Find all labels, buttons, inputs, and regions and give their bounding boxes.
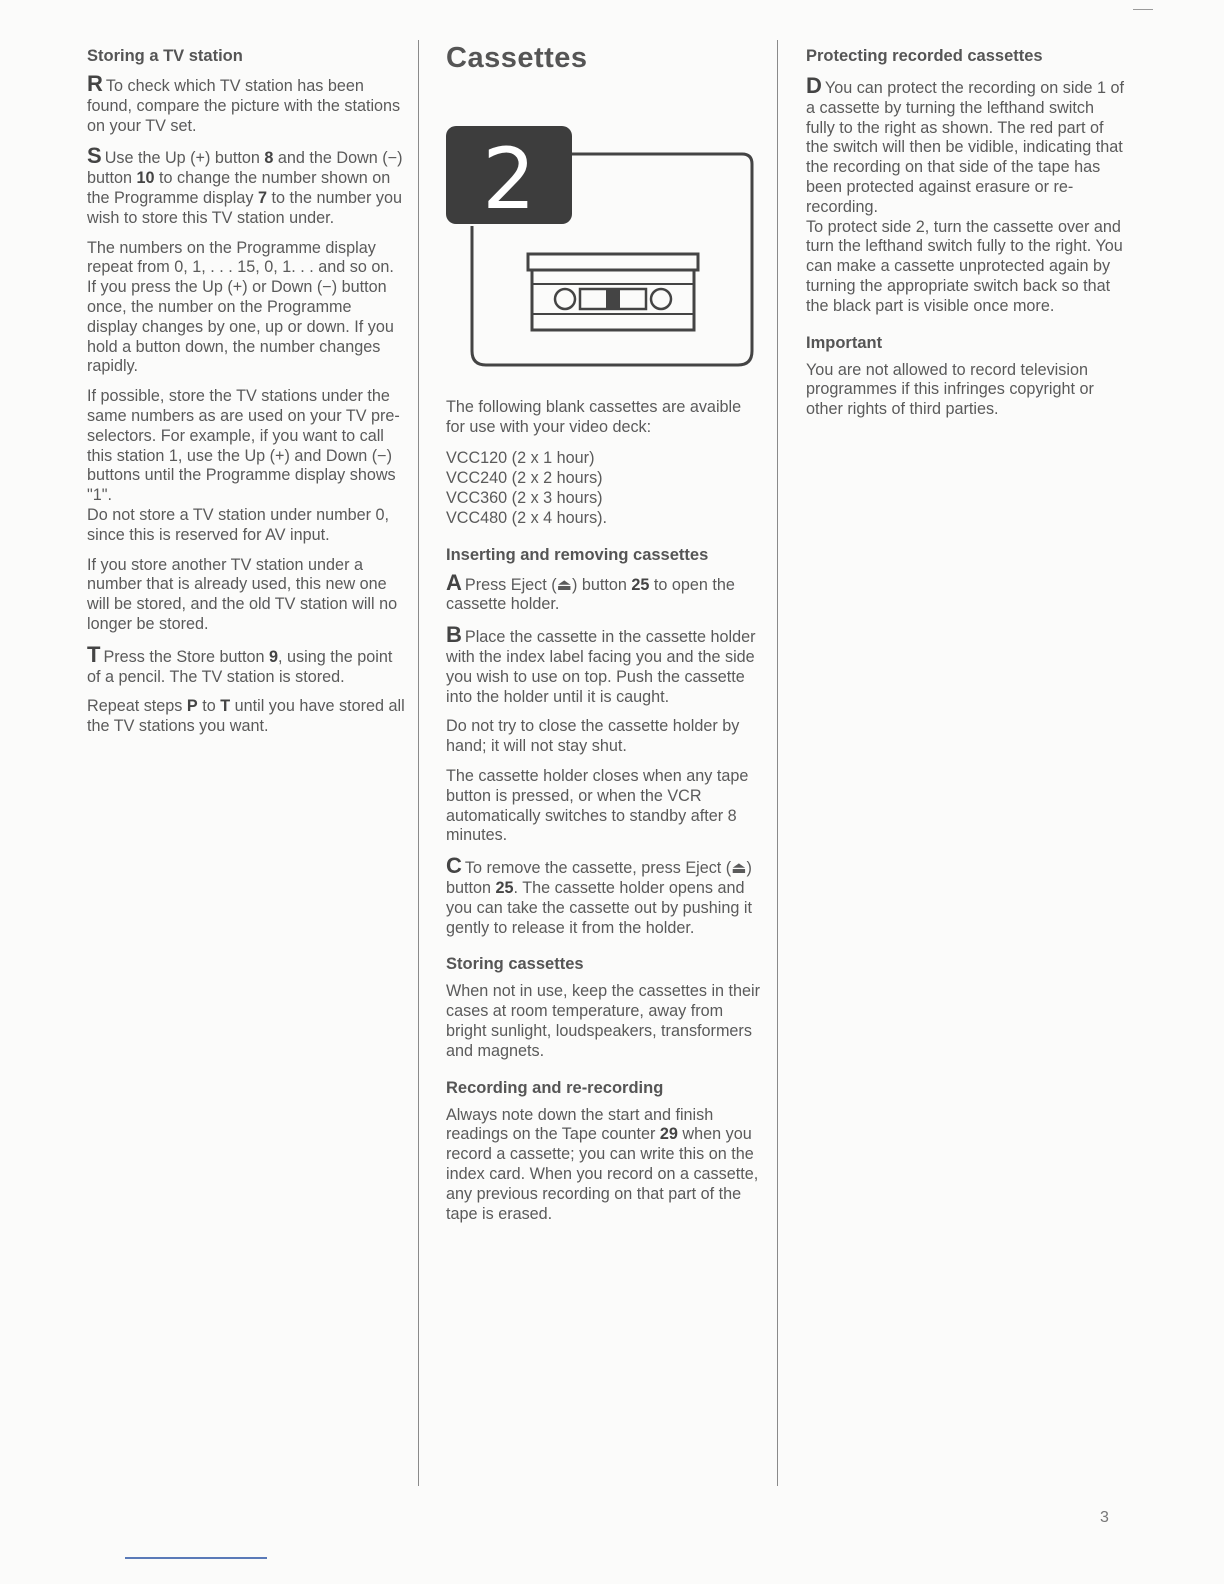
text: until you have stored all the TV stations you want. <box>87 697 405 736</box>
cassette-list <box>446 449 764 528</box>
step-text: to open the cassette holder. <box>446 575 735 614</box>
paragraph-another-station: If you store another TV station under a number that is already used, this new one will be stored, and the old TV station will no longer be stored. <box>87 555 398 633</box>
paragraph-possible: If possible, store the TV stations under the same numbers as are used on your TV pre-selectors. For example, if you want to call this station 1, use the Up (+) and Down (−) buttons until the Programme display shows "1". <box>87 387 400 505</box>
paragraph-number-zero: Do not store a TV station under number 0, since this is reserved for AV input. <box>87 505 390 544</box>
paragraph-do-not-close: Do not try to close the cassette holder by hand; it will not stay shut. <box>446 717 740 756</box>
paragraph-cassettes-intro: The following blank cassettes are avaible for use with your video deck: <box>446 397 742 436</box>
step-text: , using the point of a pencil. The TV station is stored. <box>87 647 393 686</box>
page-number: 3 <box>1100 1509 1109 1526</box>
eject-icon: ⏏ <box>731 859 747 878</box>
step-t <box>87 641 405 688</box>
step-text: To remove the cassette, press Eject ( <box>464 859 732 878</box>
paragraph-recording <box>446 1106 764 1225</box>
text: Always note down the start and finish readings on the Tape counter <box>446 1105 714 1144</box>
display-ref: 7 <box>257 188 267 207</box>
step-ref: T <box>220 697 231 716</box>
paragraph-protect-side-2: To protect side 2, turn the cassette over and turn the lefthand switch fully to the right. You can make a cassette unprotected again by turning the appropriate switch back so that the black part is visible once more. <box>806 217 1123 315</box>
column-left <box>87 40 405 747</box>
step-text: to the number you wish to store this TV station under. <box>87 188 402 227</box>
cassette-list-item: VCC120 (2 x 1 hour) <box>446 449 595 468</box>
top-edge-mark <box>1133 9 1153 10</box>
button-ref: 25 <box>495 878 514 897</box>
step-b <box>446 622 764 707</box>
section-heading-inserting: Inserting and removing cassettes <box>446 545 709 564</box>
cassette-list-item: VCC240 (2 x 2 hours) <box>446 469 603 488</box>
column-divider-1 <box>418 40 419 1486</box>
section-heading-important: Important <box>806 333 883 352</box>
cassette-list-item: VCC480 (2 x 4 hours). <box>446 508 608 527</box>
page-title: Cassettes <box>446 42 588 74</box>
step-r <box>87 71 405 136</box>
cassette-list-item: VCC360 (2 x 3 hours) <box>446 488 603 507</box>
paragraph-important: You are not allowed to record television programmes if this infringes copyright or other rights of third parties. <box>806 360 1094 419</box>
step-text: to change the number shown on the Programme display <box>87 169 391 207</box>
column-divider-2 <box>777 40 778 1486</box>
column-right <box>806 40 1124 430</box>
counter-ref: 29 <box>659 1125 678 1144</box>
step-a <box>446 569 764 616</box>
column-middle <box>446 40 764 1234</box>
cassette-icon <box>528 254 698 330</box>
step-d <box>806 73 1124 218</box>
paragraph-numbers: The numbers on the Programme display repeat from 0, 1, . . . 15, 0, 1. . . and so on. If you press the Up (+) or Down (−) button once, the number on the Programme display changes by one, up or down. If you hold a button down, the number changes rapidly. <box>87 238 394 376</box>
paragraph-storing: When not in use, keep the cassettes in their cases at room temperature, away from bright sunlight, loudspeakers, transformers and magnets. <box>446 982 761 1060</box>
step-text: ) button <box>571 575 632 594</box>
step-s <box>87 143 405 228</box>
button-ref: 9 <box>269 647 279 666</box>
step-text: Place the cassette in the cassette holder with the index label facing you and the side you wish to use on top. Push the cassette into the holder until it is caught. <box>446 628 756 706</box>
step-letter: S <box>87 143 102 169</box>
step-c <box>446 853 764 938</box>
step-text: Press the Store button <box>103 647 270 666</box>
step-text: and the Down (−) button <box>87 149 403 188</box>
step-letter: R <box>87 71 103 96</box>
step-ref: P <box>186 697 198 716</box>
step-text: . The cassette holder opens and you can take the cassette out by pushing it gently to release it from the holder. <box>446 878 752 937</box>
text: Repeat steps <box>87 697 187 716</box>
step-text: Press Eject ( <box>464 575 557 594</box>
button-ref: 10 <box>136 169 155 188</box>
text: when you record a cassette; you can write this on the index card. When you record on a cassette, any previous recording on that part of the tape is erased. <box>446 1125 759 1223</box>
step-text: ) button <box>446 859 752 897</box>
step-letter: T <box>87 641 101 667</box>
step-label-digit: 2 <box>482 130 536 228</box>
step-letter: C <box>446 853 462 879</box>
step-letter: D <box>806 73 822 98</box>
cassette-figure <box>446 126 764 376</box>
section-heading-protecting: Protecting recorded cassettes <box>806 47 1043 65</box>
button-ref: 8 <box>264 149 274 168</box>
bottom-edge-mark <box>125 1557 267 1559</box>
section-heading-storing-tv-station: Storing a TV station <box>87 47 243 65</box>
paragraph-holder-closes: The cassette holder closes when any tape button is pressed, or when the VCR automatically switches to standby after 8 minutes. <box>446 766 749 845</box>
eject-icon: ⏏ <box>556 575 572 594</box>
step-text: Use the Up (+) button <box>104 149 265 168</box>
step-letter: A <box>446 569 462 595</box>
section-heading-recording: Recording and re-recording <box>446 1078 664 1097</box>
step-text: To check which TV station has been found, compare the picture with the stations on your TV set. <box>87 77 401 135</box>
paragraph-repeat <box>87 697 405 737</box>
section-heading-storing-cassettes: Storing cassettes <box>446 955 584 974</box>
button-ref: 25 <box>631 575 650 594</box>
text: to <box>197 697 221 716</box>
step-letter: B <box>446 622 462 648</box>
step-text: You can protect the recording on side 1 of a cassette by turning the lefthand switch fully to the right as shown. The red part of the switch will then be vidible, indicating that the recording on that side of the tape has been protected against erasure or re-recording. <box>806 79 1124 216</box>
